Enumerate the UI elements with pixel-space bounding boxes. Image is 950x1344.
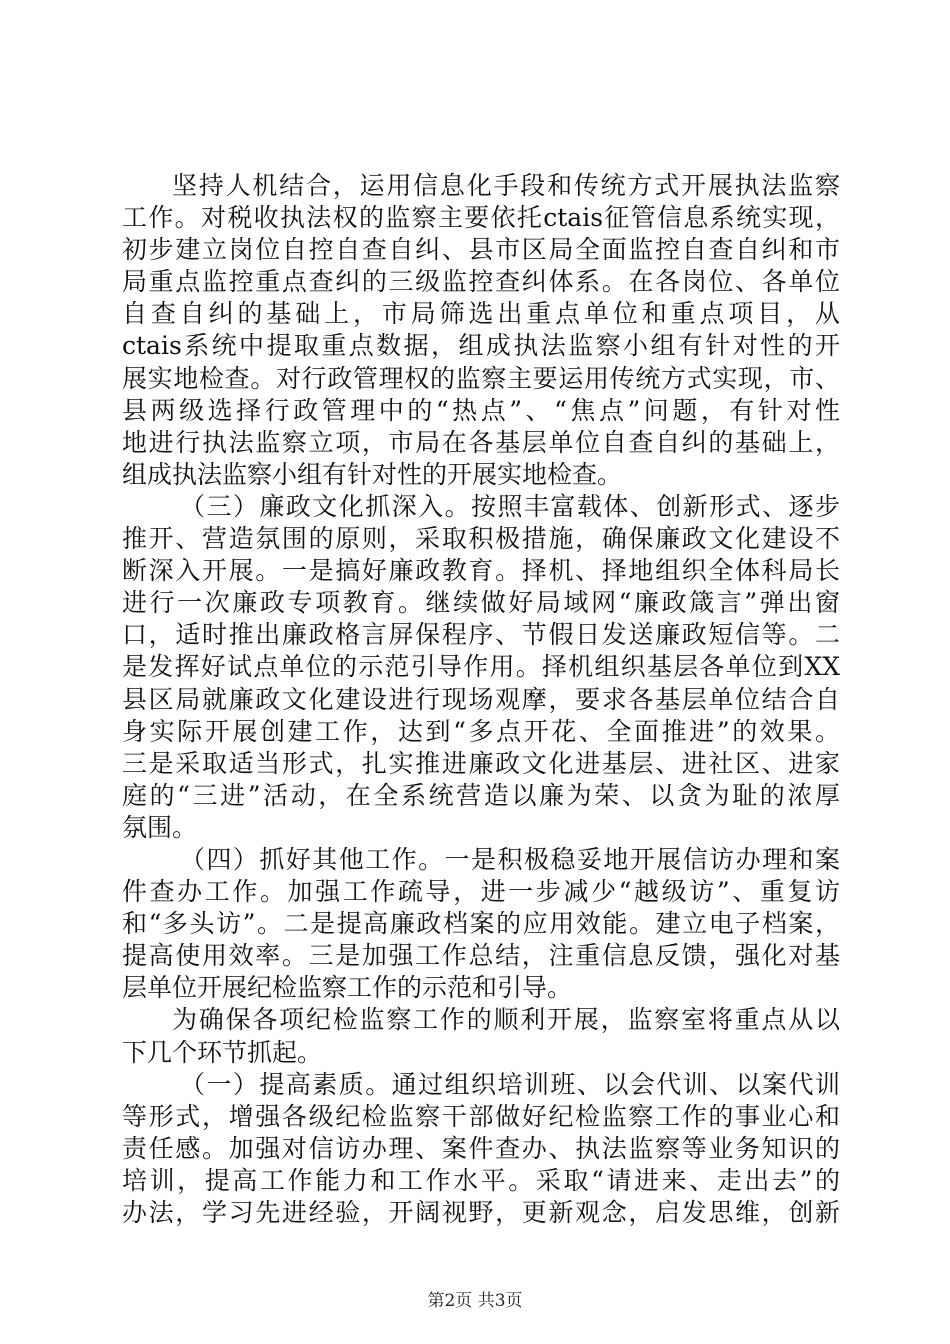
text-line: 局重点监控重点查纠的三级监控查纠体系。在各岗位、各单位 (122, 267, 840, 297)
text-line: 是发挥好试点单位的示范引导作用。择机组织基层各单位到XX (122, 652, 840, 682)
page-number-footer: 第2页 共3页 (427, 1291, 523, 1311)
text-line: 和“多头访”。二是提高廉政档案的应用效能。建立电子档案， (122, 909, 840, 939)
text-line: 地进行执法监察立项，市局在各基层单位自查自纠的基础上， (122, 427, 840, 457)
text-line: （三）廉政文化抓深入。按照丰富载体、创新形式、逐步 (180, 491, 840, 521)
text-line: 县两级选择行政管理中的“热点”、“焦点”问题，有针对性 (122, 395, 840, 425)
text-line: （一）提高素质。通过组织培训班、以会代训、以案代训 (180, 1069, 840, 1099)
text-line: ctais系统中提取重点数据，组成执法监察小组有针对性的开 (122, 331, 840, 361)
text-line: 等形式，增强各级纪检监察干部做好纪检监察工作的事业心和 (122, 1101, 840, 1131)
text-line: 口，适时推出廉政格言屏保程序、节假日发送廉政短信等。二 (122, 620, 840, 650)
text-line: 组成执法监察小组有针对性的开展实地检查。 (122, 459, 623, 489)
text-line: （四）抓好其他工作。一是积极稳妥地开展信访办理和案 (180, 844, 840, 874)
text-line: 断深入开展。一是搞好廉政教育。择机、择地组织全体科局长 (122, 556, 840, 586)
text-line: 进行一次廉政专项教育。继续做好局域网“廉政箴言”弹出窗 (122, 588, 840, 618)
text-line: 件查办工作。加强工作疏导，进一步减少“越级访”、重复访 (122, 877, 840, 907)
text-line: 推开、营造氛围的原则，采取积极措施，确保廉政文化建设不 (122, 524, 840, 554)
text-line: 层单位开展纪检监察工作的示范和引导。 (122, 973, 573, 1003)
text-line: 下几个环节抓起。 (122, 1037, 323, 1067)
text-line: 身实际开展创建工作，达到“多点开花、全面推进”的效果。 (122, 716, 840, 746)
body-text (122, 170, 840, 1229)
text-line: 庭的“三进”活动，在全系统营造以廉为荣、以贪为耻的浓厚 (122, 780, 840, 810)
text-line: 提高使用效率。三是加强工作总结，注重信息反馈，强化对基 (122, 941, 840, 971)
text-line: 县区局就廉政文化建设进行现场观摩，要求各基层单位结合自 (122, 684, 840, 714)
text-line: 坚持人机结合，运用信息化手段和传统方式开展执法监察 (172, 171, 840, 200)
text-line: 自查自纠的基础上，市局筛选出重点单位和重点项目，从 (122, 299, 840, 329)
text-line: 办法，学习先进经验，开阔视野，更新观念，启发思维，创新 (122, 1198, 840, 1227)
text-line: 工作。对税收执法权的监察主要依托ctais征管信息系统实现， (122, 203, 840, 233)
text-line: 培训，提高工作能力和工作水平。采取“请进来、走出去”的 (122, 1165, 840, 1195)
text-line: 三是采取适当形式，扎实推进廉政文化进基层、进社区、进家 (122, 748, 840, 778)
text-line: 氛围。 (122, 812, 198, 842)
text-line: 展实地检查。对行政管理权的监察主要运用传统方式实现，市、 (122, 363, 840, 393)
text-line: 初步建立岗位自控自查自纠、县市区局全面监控自查自纠和市 (122, 235, 840, 265)
text-line: 责任感。加强对信访办理、案件查办、执法监察等业务知识的 (122, 1133, 840, 1163)
text-line: 为确保各项纪检监察工作的顺利开展，监察室将重点从以 (172, 1005, 840, 1035)
